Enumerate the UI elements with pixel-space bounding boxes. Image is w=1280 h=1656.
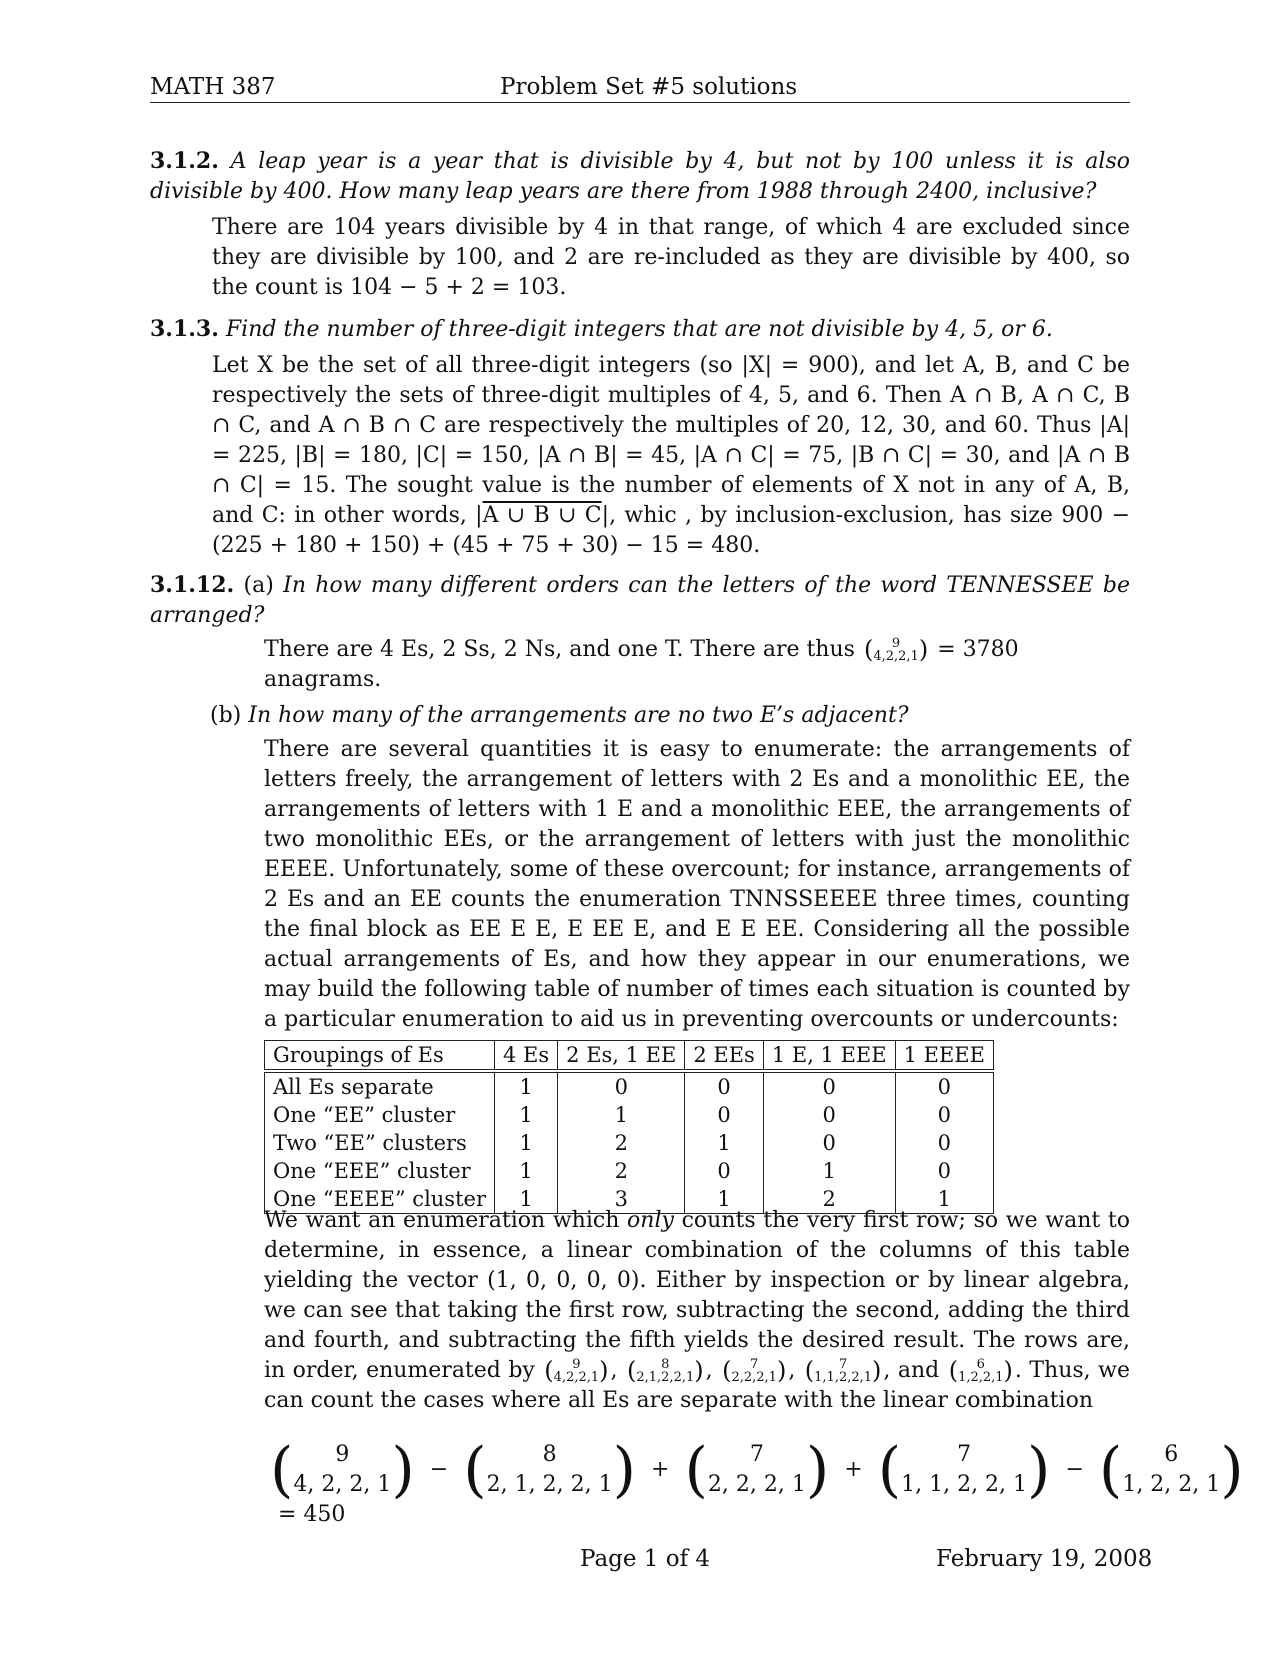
operator: + xyxy=(844,1457,863,1482)
final-equation xyxy=(270,1435,1280,1530)
table-header-cell: 1 EEEE xyxy=(895,1041,993,1072)
table-cell: 0 xyxy=(763,1071,895,1101)
binomial-top: 9 xyxy=(572,1357,581,1372)
table-cell: 0 xyxy=(763,1101,895,1129)
table-cell: One “EE” cluster xyxy=(265,1101,495,1129)
binomial-bottom: 2,1,2,2,1 xyxy=(636,1370,695,1385)
binomial: ( 7 2, 2, 2, 1 ) xyxy=(684,1435,830,1505)
table-cell: 1 xyxy=(685,1129,763,1157)
problem-question: A leap year is a year that is divisible by 4, but not by 100 unless it is also divisible by 400. How many leap years are there from 1988 through 2400, inclusive? xyxy=(150,149,1130,204)
binomial-bottom: 1, 1, 2, 2, 1 xyxy=(901,1472,1028,1497)
binomial-top: 9 xyxy=(891,636,901,651)
conclusion-pre: We want an enumeration which xyxy=(264,1208,620,1233)
counts-table xyxy=(264,1040,994,1214)
table-cell: 0 xyxy=(685,1071,763,1101)
binomial: ( 7 2,2,2,1 ) xyxy=(722,1356,787,1385)
binomial-bottom: 4,2,2,1 xyxy=(873,649,919,664)
table-header-cell: 4 Es xyxy=(495,1041,558,1072)
conclusion-tail: Thus, we can count the cases where all Es are separate with the linear combination xyxy=(264,1358,1130,1413)
table-cell: 0 xyxy=(558,1071,685,1101)
binomial: ( 8 2,1,2,2,1 ) xyxy=(626,1356,704,1385)
part-a-answer-post: = 3780 anagrams. xyxy=(264,637,1019,692)
table-row xyxy=(265,1071,994,1101)
complement-set: A ∪ B ∪ C xyxy=(482,503,602,528)
table-header-cell: 1 E, 1 EEE xyxy=(763,1041,895,1072)
binomial: ( 8 2, 1, 2, 2, 1 ) xyxy=(463,1435,637,1505)
part-a-label: (a) xyxy=(243,573,274,598)
answer-part-2: , whic , by inclusion-exclusion, has size 900 − (225 + 180 + 150) + (45 + 75 + 30) − 15 = 480. xyxy=(212,503,1131,558)
table-cell: 1 xyxy=(495,1129,558,1157)
problem-question: Find the number of three-digit integers that are not divisible by 4, 5, or 6. xyxy=(225,317,1053,342)
separator: , xyxy=(883,1358,891,1383)
footer-date: February 19, 2008 xyxy=(936,1546,1153,1572)
header-course: MATH 387 xyxy=(150,74,276,100)
header-title: Problem Set #5 solutions xyxy=(500,74,798,100)
binomial-bottom: 1,2,2,1 xyxy=(958,1370,1004,1385)
table-cell: 1 xyxy=(685,1185,763,1214)
table-cell: 2 xyxy=(558,1157,685,1185)
part-a-answer-pre: There are 4 Es, 2 Ss, 2 Ns, and one T. There are thus xyxy=(264,637,855,662)
binomial: ( 9 4,2,2,1 ) xyxy=(544,1356,609,1385)
table-cell: 0 xyxy=(685,1157,763,1185)
binomial-top: 8 xyxy=(542,1442,557,1467)
binomial-bottom: 1, 2, 2, 1 xyxy=(1122,1472,1221,1497)
binomial-top: 6 xyxy=(1164,1442,1179,1467)
part-b-question-line xyxy=(150,701,1130,731)
binomial-top: 7 xyxy=(957,1442,972,1467)
table-header-cell: 2 Es, 1 EE xyxy=(558,1041,685,1072)
binomial-bottom: 4, 2, 2, 1 xyxy=(293,1472,392,1497)
table-cell: 1 xyxy=(495,1071,558,1101)
binomial: ( 7 1,1,2,2,1 ) xyxy=(804,1356,882,1385)
table-row xyxy=(265,1101,994,1129)
conclusion-paragraph xyxy=(264,1206,1130,1416)
problem-number: 3.1.2. xyxy=(150,148,219,174)
conjunction: and xyxy=(897,1358,940,1383)
part-b-answer: There are several quantities it is easy to enumerate: the arrangements of letters freely, the arrangement of letters with 2 Es and a monolithic EE, the arrangements of letters with 1 E and a monolithic EEE, the arrangements of two monolithic EEs, or the arrangement of letters with just the monolithic EEEE. Unfortunately, some of these overcount; for instance, arrangements of 2 Es and an EE counts the enumeration TNNSSEEEE three times, counting the final block as EE E E, E EE E, and E E EE. Considering all the possible actual arrangements of Es, and how they appear in our enumerations, we may build the following table of number of times each situation is counted by a particular enumeration to aid us in preventing overcounts or undercounts: xyxy=(264,737,1130,1032)
table-cell: One “EEEE” cluster xyxy=(265,1185,495,1214)
binomial: ( 6 1, 2, 2, 1 ) xyxy=(1098,1435,1244,1505)
table-cell: 2 xyxy=(558,1129,685,1157)
table-header-row xyxy=(265,1041,994,1072)
problem-answer: Let X be the set of all three-digit integers (so |X| = 900), and let A, B, and C be respectively the sets of three-digit multiples of 4, 5, and 6. Then A ∩ B, A ∩ C, B ∩ C, and A ∩ B ∩ C are respectively the multiples of 20, 12, 30, and 60. Thus |A| = 225, |B| = 180, |C| = 150, |A ∩ B| = 45, |A ∩ C| = 75, |B ∩ C| = 30, and |A ∩ B ∩ C| = 15. The sought value is the number of elements of X not in any of A, B, and C: in other words, |A ∪ B ∪ C|, whic , by inclusion-exclusion, has size 900 − (225 + 180 + 150) + (45 + 75 + 30) − 15 = 480. xyxy=(212,353,1131,558)
header-rule xyxy=(150,102,1130,103)
part-a-answer xyxy=(264,635,1130,695)
equation-result: = 450 xyxy=(278,1502,346,1527)
binomial-top: 7 xyxy=(750,1357,759,1372)
table-row xyxy=(265,1157,994,1185)
binomial-top: 7 xyxy=(838,1357,848,1372)
binomial: ( 6 1,2,2,1 ) xyxy=(948,1356,1013,1385)
binomial-bottom: 4,2,2,1 xyxy=(553,1370,600,1385)
operator: + xyxy=(651,1457,670,1482)
table-cell: 1 xyxy=(763,1157,895,1185)
separator: , xyxy=(705,1358,713,1383)
table-cell: 0 xyxy=(895,1129,993,1157)
conclusion-emphasis: only xyxy=(627,1208,674,1233)
table-cell: All Es separate xyxy=(265,1071,495,1101)
table-cell: 0 xyxy=(895,1071,993,1101)
binomial: ( 9 4,2,2,1 ) xyxy=(863,635,929,664)
table-cell: 0 xyxy=(895,1101,993,1129)
operator: − xyxy=(429,1457,449,1482)
table-header-cell: 2 EEs xyxy=(685,1041,763,1072)
problem-answer: There are 104 years divisible by 4 in that range, of which 4 are excluded since they are divisible by 100, and 2 are re-included as they are divisible by 400, so the count is 104 − 5 + 2 = 103. xyxy=(212,215,1130,300)
separator: . xyxy=(1014,1358,1022,1383)
binomial-bottom: 2, 1, 2, 2, 1 xyxy=(486,1472,613,1497)
problem-3-1-12 xyxy=(150,570,1130,1035)
binomial-bottom: 1,1,2,2,1 xyxy=(814,1370,873,1385)
problem-number: 3.1.12. xyxy=(150,572,235,598)
table-row xyxy=(265,1129,994,1157)
conclusion-post: counts the very first row; so we want to determine, in essence, a linear combination of the columns of this table yielding the vector (1, 0, 0, 0, 0). Either by inspection or by linear algebra, we can see that taking the first row, subtracting the second, adding the third and fourth, and subtracting the fifth yields the desired result. The rows are, in order, enumerated by xyxy=(264,1208,1130,1383)
table-cell: 0 xyxy=(895,1157,993,1185)
table-cell: 2 xyxy=(763,1185,895,1214)
table-cell: 1 xyxy=(895,1185,993,1214)
separator: , xyxy=(610,1358,618,1383)
problem-3-1-2 xyxy=(150,146,1130,303)
table-cell: 0 xyxy=(685,1101,763,1129)
binomial-bottom: 2,2,2,1 xyxy=(731,1370,777,1385)
binomial: ( 9 4, 2, 2, 1 ) xyxy=(270,1435,415,1505)
table-cell: 1 xyxy=(495,1157,558,1185)
binomial-bottom: 2, 2, 2, 1 xyxy=(707,1472,806,1497)
table-header-cell: Groupings of Es xyxy=(265,1041,495,1072)
part-b-label: (b) xyxy=(210,703,242,728)
table-cell: 0 xyxy=(763,1129,895,1157)
binomial-top: 9 xyxy=(335,1442,350,1467)
table-cell: 3 xyxy=(558,1185,685,1214)
table-cell: Two “EE” clusters xyxy=(265,1129,495,1157)
problem-3-1-3 xyxy=(150,314,1130,561)
binomial-top: 7 xyxy=(749,1442,764,1467)
binomial: ( 7 1, 1, 2, 2, 1 ) xyxy=(877,1435,1051,1505)
binomial-top: 6 xyxy=(976,1357,985,1372)
table-cell: One “EEE” cluster xyxy=(265,1157,495,1185)
problem-number: 3.1.3. xyxy=(150,316,219,342)
page-number: Page 1 of 4 xyxy=(580,1546,711,1572)
operator: − xyxy=(1065,1457,1084,1482)
answer-part-1: Let X be the set of all three-digit integers (so |X| = 900), and let A, B, and C be respectively the sets of three-digit multiples of 4, 5, and 6. Then A ∩ B, A ∩ C, B ∩ C, and A ∩ B ∩ C are respectively the multiples of 20, 12, 30, and 60. Thus |A| = 225, |B| = 180, |C| = 150, |A ∩ B| = 45, |A ∩ C| = 75, |B ∩ C| = 30, and |A ∩ B ∩ C| = 15. The sought value is the number of elements of X not in any of A, B, and C: in other words, xyxy=(212,353,1130,528)
table-cell: 1 xyxy=(558,1101,685,1129)
part-b-question: In how many of the arrangements are no two E’s adjacent? xyxy=(248,703,909,728)
table-cell: 1 xyxy=(495,1185,558,1214)
separator: , xyxy=(788,1358,796,1383)
part-a-question: In how many different orders can the letters of the word TENNESSEE be arranged? xyxy=(150,573,1130,628)
binomial-top: 8 xyxy=(661,1357,670,1372)
table-cell: 1 xyxy=(495,1101,558,1129)
